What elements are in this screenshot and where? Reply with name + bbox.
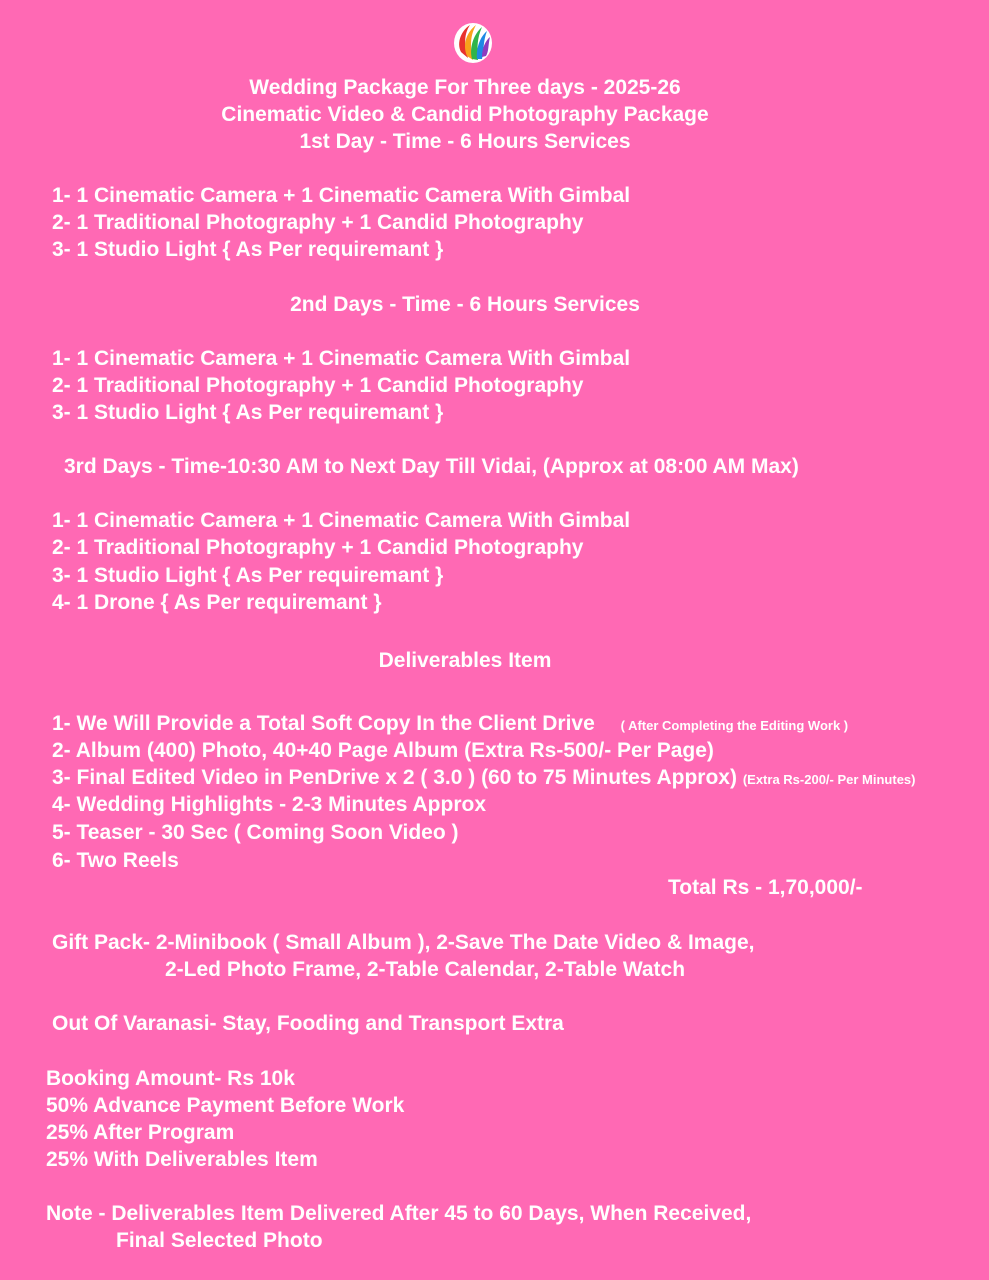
- day3-item: 3- 1 Studio Light { As Per requiremant }: [52, 564, 444, 587]
- day2-heading: 2nd Days - Time - 6 Hours Services: [290, 293, 640, 316]
- rainbow-flame-logo-icon: [452, 22, 494, 64]
- package-subtitle: Cinematic Video & Candid Photography Package: [221, 103, 709, 126]
- total-price: Total Rs - 1,70,000/-: [668, 876, 863, 899]
- delivery-note: Final Selected Photo: [116, 1229, 323, 1252]
- day1-heading: 1st Day - Time - 6 Hours Services: [299, 130, 631, 153]
- deliverable-item: [52, 766, 916, 792]
- deliverable-item-text: 3- Final Edited Video in PenDrive x 2 ( 3.0 ) (60 to 75 Minutes Approx): [52, 766, 737, 789]
- deliverable-item: [52, 712, 848, 738]
- deliverable-item: 4- Wedding Highlights - 2-3 Minutes Approx: [52, 793, 486, 816]
- gift-pack-line: Gift Pack- 2-Minibook ( Small Album ), 2-Save The Date Video & Image,: [52, 931, 755, 954]
- deliverable-item: 6- Two Reels: [52, 849, 179, 872]
- day2-item: 3- 1 Studio Light { As Per requiremant }: [52, 401, 444, 424]
- day3-heading: 3rd Days - Time-10:30 AM to Next Day Till Vidai, (Approx at 08:00 AM Max): [64, 455, 799, 478]
- payment-term: 50% Advance Payment Before Work: [46, 1094, 405, 1117]
- out-of-city-note: Out Of Varanasi- Stay, Fooding and Transport Extra: [52, 1012, 564, 1035]
- deliverable-item-text: 1- We Will Provide a Total Soft Copy In the Client Drive: [52, 712, 595, 735]
- deliverable-item-note: ( After Completing the Editing Work ): [620, 718, 849, 733]
- day3-item: 1- 1 Cinematic Camera + 1 Cinematic Camera With Gimbal: [52, 509, 631, 532]
- day1-item: 3- 1 Studio Light { As Per requiremant }: [52, 238, 444, 261]
- payment-term: Booking Amount- Rs 10k: [46, 1067, 295, 1090]
- deliverable-item: 5- Teaser - 30 Sec ( Coming Soon Video ): [52, 821, 459, 844]
- deliverable-item: 2- Album (400) Photo, 40+40 Page Album (Extra Rs-500/- Per Page): [52, 739, 714, 762]
- deliverable-item-note: (Extra Rs-200/- Per Minutes): [742, 772, 916, 787]
- day3-item: 4- 1 Drone { As Per requiremant }: [52, 591, 382, 614]
- day3-item: 2- 1 Traditional Photography + 1 Candid Photography: [52, 536, 584, 559]
- package-title: Wedding Package For Three days - 2025-26: [249, 76, 681, 99]
- day1-item: 1- 1 Cinematic Camera + 1 Cinematic Camera With Gimbal: [52, 184, 631, 207]
- day2-item: 2- 1 Traditional Photography + 1 Candid Photography: [52, 374, 584, 397]
- delivery-note: Note - Deliverables Item Delivered After 45 to 60 Days, When Received,: [46, 1202, 752, 1225]
- payment-term: 25% After Program: [46, 1121, 235, 1144]
- payment-term: 25% With Deliverables Item: [46, 1148, 318, 1171]
- gift-pack-line: 2-Led Photo Frame, 2-Table Calendar, 2-Table Watch: [165, 958, 686, 981]
- day2-item: 1- 1 Cinematic Camera + 1 Cinematic Camera With Gimbal: [52, 347, 631, 370]
- deliverables-heading: Deliverables Item: [378, 649, 552, 672]
- day1-item: 2- 1 Traditional Photography + 1 Candid Photography: [52, 211, 584, 234]
